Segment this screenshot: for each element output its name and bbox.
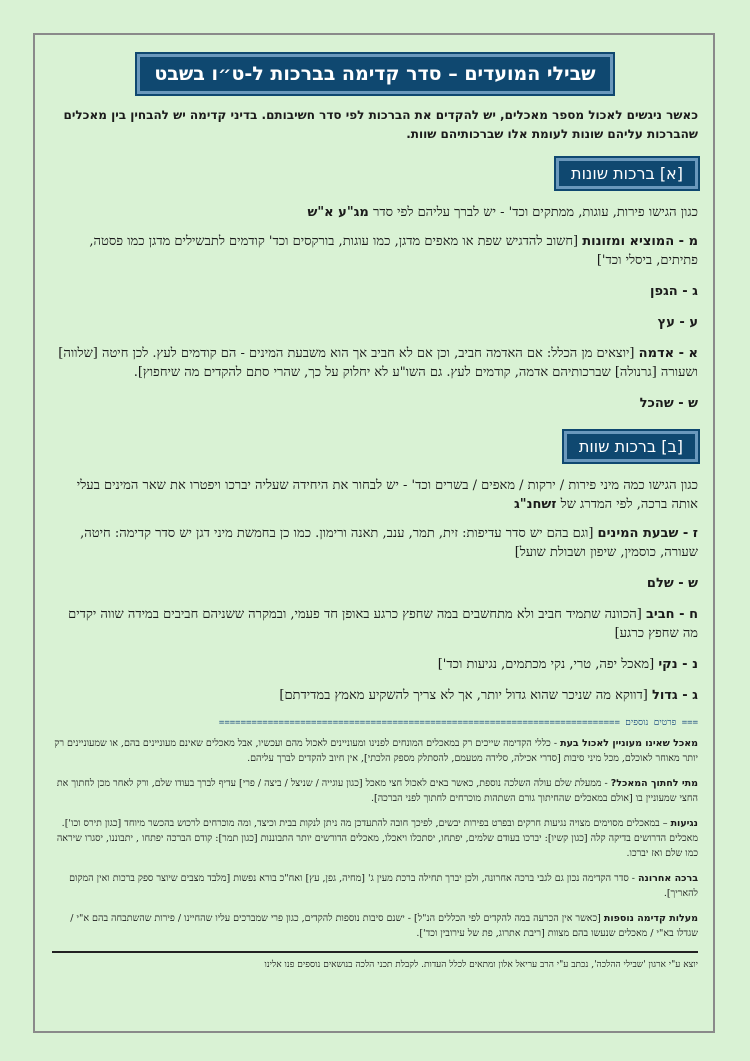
intro-paragraph: כאשר ניגשים לאכול מספר מאכלים, יש להקדים את הברכות לפי סדר חשיבותם. בדיני קדימה יש להבחין בין מאכלים שהברכות עליהם שונות לעומת אלו שברכותיהם שוות. bbox=[63, 108, 698, 141]
section-a-item bbox=[52, 394, 698, 413]
details-note bbox=[52, 776, 698, 806]
section-a-item bbox=[52, 344, 698, 382]
section-b-heading: [ב] ברכות שוות bbox=[564, 431, 698, 462]
section-a-item bbox=[52, 232, 698, 270]
section-b-item bbox=[52, 605, 698, 643]
note-label: נגיעות bbox=[670, 818, 698, 829]
section-a-heading: [א] ברכות שונות bbox=[556, 158, 698, 189]
section-b-item bbox=[52, 655, 698, 674]
item-label: ש - שלם bbox=[646, 576, 698, 591]
item-label: ש - שהכל bbox=[639, 396, 698, 411]
item-label: ג - הגפן bbox=[649, 284, 698, 299]
section-a-item bbox=[52, 282, 698, 301]
note-label: מעלות קדימה נוספות bbox=[603, 913, 698, 924]
item-label: ח - חביב bbox=[646, 607, 698, 622]
note-label: מתי לחתוך המאכל? bbox=[610, 778, 698, 789]
details-note bbox=[52, 816, 698, 861]
item-text: [דווקא מה שניכר שהוא גדול יותר, אך לא צריך להשקיע מאמץ במדידתם] bbox=[279, 688, 648, 703]
footer-divider bbox=[52, 951, 698, 953]
item-text: [הכוונה שתמיד חביב ולא מתחשבים במה שחפץ כרגע באופן חד פעמי, ובמקרה ששניהם חביבים במידה שווה יקדים מה שחפץ כרגע] bbox=[68, 607, 698, 641]
note-text: - כללי הקדימה שייכים רק במאכלים המונחים לפנינו ומעוניינים לאכול מהם ועכשיו, אבל מאכלים שאינם מעוניינים בהם, או שמעוניינים רק יותר מאוחר לאוכלם, מכל מיני סיבות [סדרי אכילה, סלידה מטעמם, להסתלק מספק הלכתי], אין חיוב להקדים לברך עליהם. bbox=[54, 738, 698, 764]
section-b-item bbox=[52, 574, 698, 593]
footer-credit: יוצא ע"י ארגון 'שבילי ההלכה', נכתב ע"י הרב עריאל אלון ומתאים לכלל העדות. לקבלת תכני הלכה בנושאים נוספים פנו אלינו bbox=[264, 960, 698, 970]
title-wrap bbox=[44, 54, 706, 94]
item-text: [חשוב להדגיש שפת או מאפים מדגן, כמו עוגות, בורקסים וכד' קודמים לתבשילים מדגן כמו פסטה, פתיתים, ביסלי וכד'] bbox=[89, 234, 698, 268]
section-b-acronym: זשחנ"ג bbox=[514, 497, 557, 512]
section-b-item bbox=[52, 686, 698, 705]
note-text: - ממעלת שלם עולה השלכה נוספת, כאשר באים לאכול חצי מאכל [כגון עוגייה / שניצל / ביצה / פרי] עדיף לברך בעודו שלם, ורק לאחר מכן לחתוך את החצי שמעוניין בו [אולם במאכלים שהחיתוך גורם השתהות מוכרחים לחתוך לפני הברכה]. bbox=[56, 778, 698, 804]
item-text: [מאכל יפה, טרי, נקי מכתמים, נגיעות וכד'] bbox=[437, 657, 655, 672]
section-a-text bbox=[52, 203, 698, 222]
note-text: – במאכלים מסוימים מצויה נגיעות חרקים ובפרט בפירות יבשים, לפיכך חובה להתעדכן מה ניתן לנקות בבית וכיצד, ומה מוכרחים לרכוש בהכשר מיוחד [כגון תירס וכו']. מאכלים הדרושים בדיקה קלה [כגון קשיו]: יברכו בעודם שלמים, יפתחו, יסתכלו ויאכלו, מאכלים הדורשים יותר התבוננות [כגון תמר]: קודם הברכה יפתחו , יתבוננו, יסגרו שיראה כמו שלם ואז יברכו. bbox=[56, 818, 698, 859]
page-title: שבילי המועדים – סדר קדימה בברכות ל-ט״ו בשבט bbox=[137, 54, 612, 94]
details-note bbox=[52, 911, 698, 941]
section-b-text bbox=[52, 476, 698, 514]
item-label: ג - גדול bbox=[651, 688, 698, 703]
section-b-item bbox=[52, 524, 698, 562]
item-label: ע - עץ bbox=[657, 315, 698, 330]
section-a-acronym: מג"ע א"ש bbox=[307, 205, 369, 220]
note-label: ברכה אחרונה bbox=[638, 873, 698, 884]
document-body bbox=[44, 40, 706, 972]
item-label: מ - המוציא ומזונות bbox=[582, 234, 698, 249]
item-label: נ - נקי bbox=[658, 657, 698, 672]
details-note bbox=[52, 871, 698, 901]
section-a-text-body: כגון הגישו פירות, עוגות, ממתקים וכד' - יש לברך עליהם לפי סדר bbox=[372, 205, 698, 220]
item-label: ז - שבעת המינים bbox=[597, 526, 698, 541]
item-label: א - אדמה bbox=[638, 346, 698, 361]
item-text: [יוצאים מן הכלל: אם האדמה חביב, וכן אם לא חביב אך הוא משבעת המינים - הם קודמים לעץ. לכן חיטה [שלווה] ושעורה [גרנולה] שברכותיהם אדמה, קודמים לעץ. גם השו"ע לא יחלוק על כך, שהרי סתם להקדים מה שיחפוץ]. bbox=[58, 346, 698, 380]
item-text: [וגם בהם יש סדר עדיפות: זית, תמר, ענב, תאנה ורימון. כמו כן בחמשת מיני דגן יש סדר קדימה: חיטה, שעורה, כוסמין, שיפון ושבולת שועל] bbox=[80, 526, 698, 560]
section-a-item bbox=[52, 313, 698, 332]
note-label: מאכל שאינו מעוניין לאכול בעת bbox=[560, 738, 698, 749]
details-separator: === פרטים נוספים ========================================================================== bbox=[218, 718, 698, 728]
section-b-text-body: כגון הגישו כמה מיני פירות / ירקות / מאפים / בשרים וכד' - יש לבחור את היחידה שעליה יברכו ויפטרו את שאר המינים בעלי אותה ברכה, לפי המדרג של bbox=[76, 478, 698, 512]
note-text: - סדר הקדימה נכון גם לגבי ברכה אחרונה, ולכן יברך תחילה ברכת מעין ג' [מחיה, גפן, עץ] ואח"כ בורא נפשות [מלבד מצבים שיוצר ספק ברכות ואין המקום להאריך]. bbox=[69, 873, 698, 899]
note-text: [כאשר אין הכרעה במה להקדים לפי הכללים הנ"ל] - ישנם סיבות נוספות להקדים, כגון פרי שמברכים עליו שהחיינו / פירות שהשתבחה בהם א"י / שגדלו בא"י / מאכלים שנעשו בהם מצוות [ריבת אתרוג, פת של עירובין וכד']. bbox=[70, 913, 698, 939]
details-note bbox=[52, 736, 698, 766]
